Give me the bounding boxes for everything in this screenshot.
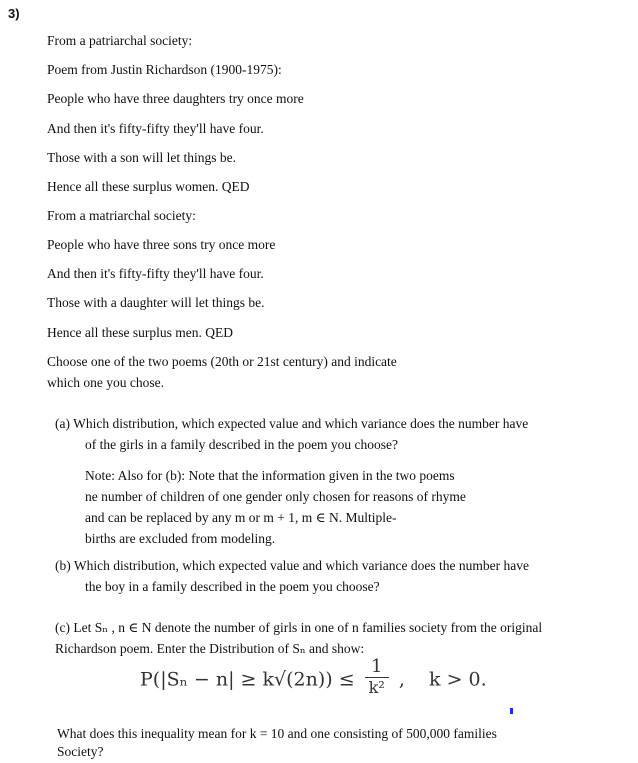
formula-rhs: , k > 0. xyxy=(398,668,487,691)
poem-line: Those with a son will let things be. xyxy=(47,150,236,165)
poem-line: And then it's fifty-fifty they'll have four. xyxy=(47,121,264,136)
note-text: Note: Also for (b): Note that the information given in the two poems ne number of children of one gender only chosen for reasons of rhyme and can be replaced by any m or m + 1, m ∈ N. Multiple- births are excluded from modeling. xyxy=(85,468,466,546)
poem-line: Those with a daughter will let things be. xyxy=(47,295,265,310)
part-a-question: (a) Which distribution, which expected value and which variance does the number have of the girls in a family described in the poem you choose? xyxy=(55,416,529,452)
chebyshev-inequality xyxy=(140,656,487,701)
poem-line: From a patriarchal society: xyxy=(47,33,193,48)
problem-number: 3) xyxy=(8,6,20,21)
final-question: What does this inequality mean for k = 10 and one consisting of 500,000 families Society? xyxy=(57,726,497,759)
poem-line: Hence all these surplus women. QED xyxy=(47,179,250,194)
poem-line: Hence all these surplus men. QED xyxy=(47,325,233,340)
poem-line: From a matriarchal society: xyxy=(47,208,196,223)
poem-line: Poem from Justin Richardson (1900-1975): xyxy=(47,62,282,77)
poem-line: People who have three daughters try once more xyxy=(47,91,304,106)
formula-fraction xyxy=(365,656,389,697)
instruction-text: Choose one of the two poems (20th or 21st century) and indicate which one you chose. xyxy=(47,354,397,390)
formula-lhs: P(|Sₙ − n| ≥ k√(2n)) ≤ xyxy=(140,668,355,691)
part-b-question: (b) Which distribution, which expected value and which variance does the number have the boy in a family described in the poem you choose? xyxy=(55,558,529,594)
poem-line: And then it's fifty-fifty they'll have four. xyxy=(47,266,264,281)
formula-numerator: 1 xyxy=(371,656,383,677)
poem-line: People who have three sons try once more xyxy=(47,237,276,252)
formula-denominator: k² xyxy=(365,677,389,697)
part-c-question: (c) Let Sₙ , n ∈ N denote the number of girls in one of n families society from the original Richardson poem. Enter the Distribution of Sₙ and show: xyxy=(55,620,543,656)
text-cursor xyxy=(510,708,513,714)
